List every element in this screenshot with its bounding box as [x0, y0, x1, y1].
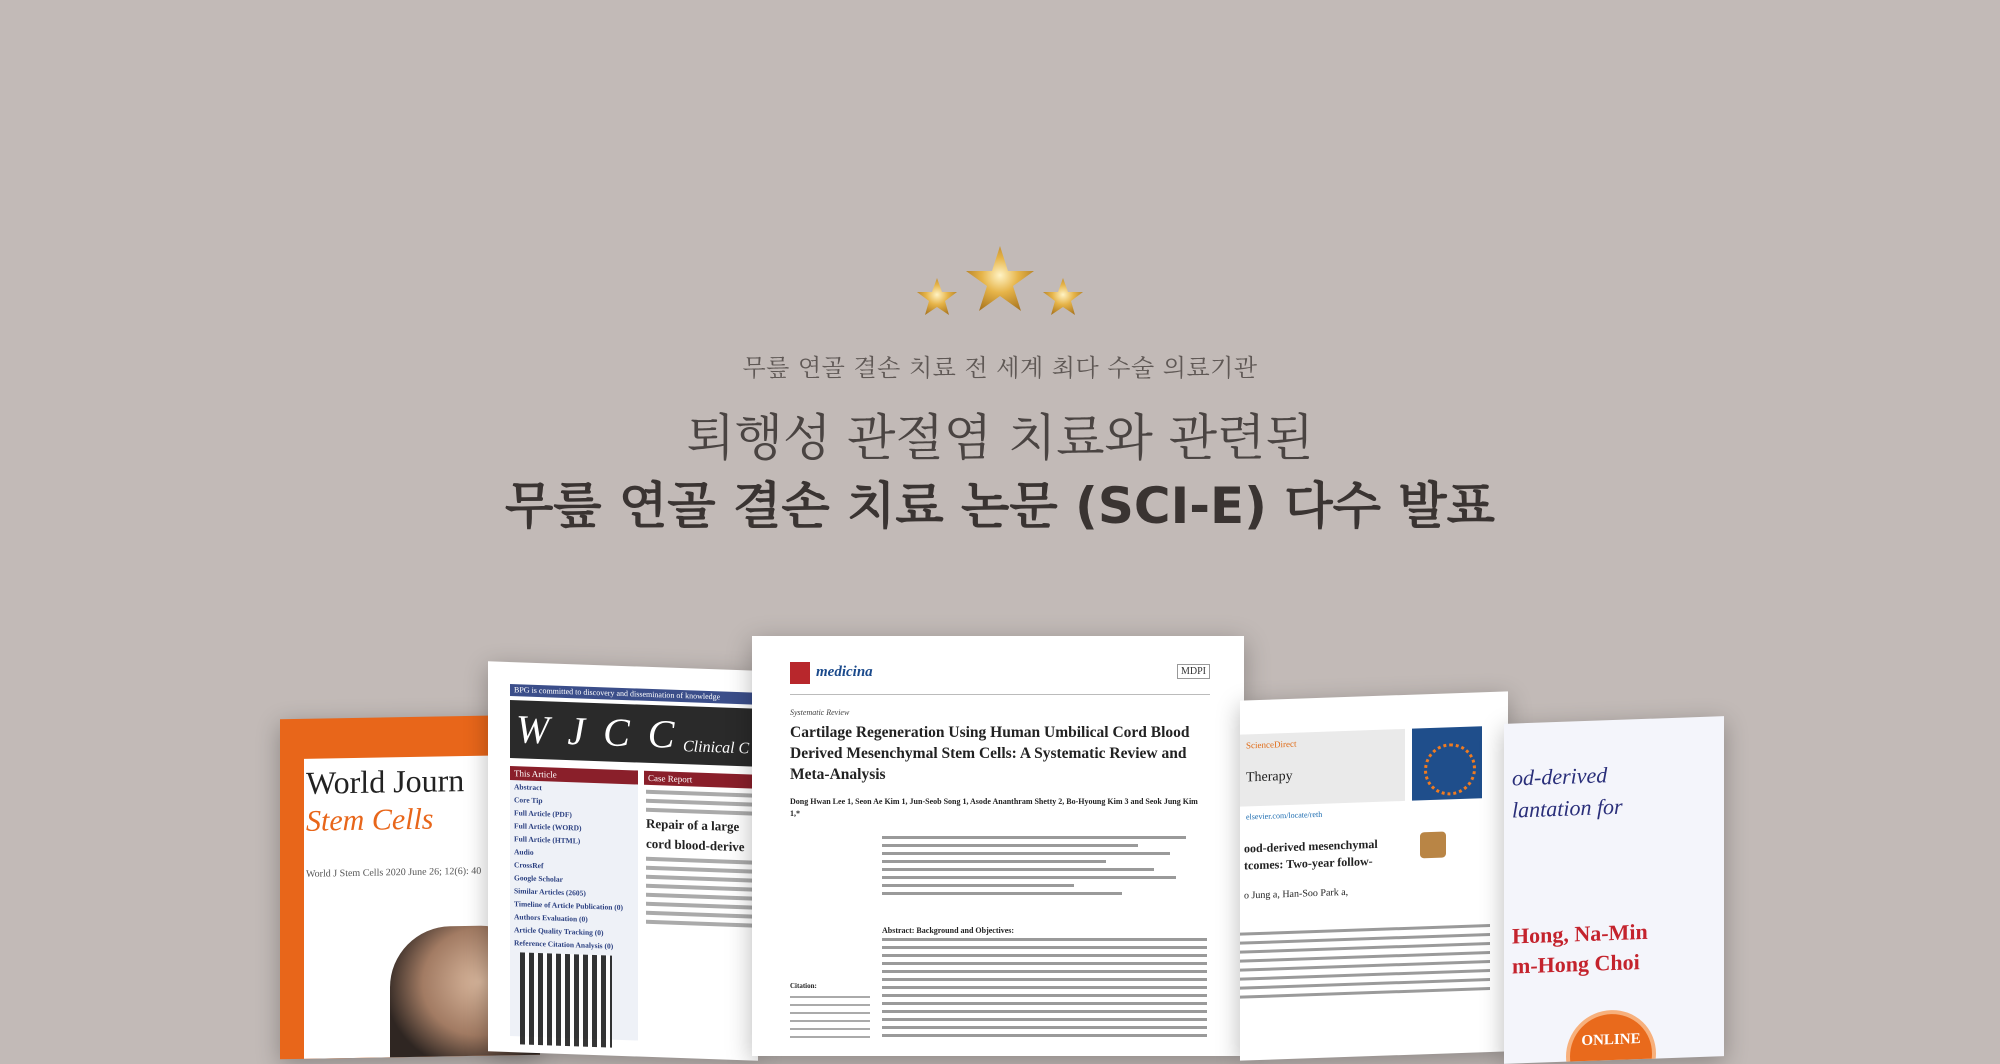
abstract	[882, 926, 1207, 1042]
three-stars-icon	[905, 240, 1095, 330]
sidebar-header: This Article	[510, 766, 638, 784]
sidebar-item: Full Article (WORD)	[514, 821, 582, 833]
article-title: Cartilage Regeneration Using Human Umbilical Cord Blood Derived Mesenchymal Stem Cells: A Systematic Review and Meta-Analysis	[790, 724, 1190, 783]
cover-title-1: od-derived	[1512, 762, 1608, 791]
cover-title-2: lantation for	[1512, 793, 1623, 823]
article-title-1: Repair of a large	[646, 815, 740, 835]
journal-url: elsevier.com/locate/reth	[1246, 809, 1323, 822]
journal-citation: World J Stem Cells 2020 June 26; 12(6): 40	[306, 865, 482, 880]
medicina-logo-icon	[790, 662, 810, 684]
wjcc-logo: WJCC	[510, 700, 758, 767]
source-label: ScienceDirect	[1246, 738, 1297, 751]
hero-title-line2: 무릎 연골 결손 치료 논문 (SCI-E) 다수 발표	[505, 477, 1495, 535]
sidebar-item: Authors Evaluation (0)	[514, 912, 588, 924]
article-section: Systematic Review	[790, 708, 850, 717]
journal-name: Therapy	[1246, 768, 1293, 786]
article-main	[644, 771, 758, 928]
cover-authors-1: Hong, Na-Min	[1512, 918, 1648, 949]
hero-title-line1: 퇴행성 관절염 치료와 관련된	[686, 409, 1314, 467]
cover-authors-2: m-Hong Choi	[1512, 949, 1640, 979]
sidebar-item: Google Scholar	[514, 873, 563, 884]
wjcc-subtitle: Clinical C	[683, 738, 750, 758]
paper-medicina	[752, 636, 1244, 1056]
abstract-label: Abstract: Background and Objectives:	[882, 926, 1015, 935]
journal-subname: Stem Cells	[306, 802, 434, 838]
sidebar-item: Abstract	[514, 782, 542, 793]
online-badge: ONLINE	[1566, 1009, 1656, 1064]
sidebar-item: Reference Citation Analysis (0)	[514, 938, 614, 951]
paper-cover	[1504, 716, 1724, 1064]
crossmark-icon	[1420, 831, 1446, 858]
qr-code	[520, 952, 612, 1047]
sidebar-item: Audio	[514, 847, 534, 857]
banner: BPG is committed to discovery and dissemination of knowledge	[510, 684, 758, 705]
sidebar-item: Full Article (HTML)	[514, 834, 581, 846]
sidebar-item: Full Article (PDF)	[514, 808, 572, 820]
sidebar-item: Core Tip	[514, 795, 543, 806]
paper-wjcc	[488, 661, 758, 1060]
journal-brand: medicina	[816, 664, 873, 680]
hero-subtitle: 무릎 연골 결손 치료 전 세계 최다 수술 의료기관	[742, 354, 1258, 382]
article-authors: Dong Hwan Lee 1, Seon Ae Kim 1, Jun-Seob Song 1, Asode Ananthram Shetty 2, Bo-Hyoung Kim 3 and Seok Jung Kim 1,*	[790, 797, 1198, 818]
sidebar-item: Similar Articles (2605)	[514, 886, 586, 898]
publisher-logo: MDPI	[1177, 664, 1210, 679]
sidebar-item: Timeline of Article Publication (0)	[514, 899, 624, 913]
paper-sciencedirect	[1240, 691, 1508, 1060]
article-body	[1240, 924, 1490, 1005]
article-authors: o Jung a, Han-Soo Park a,	[1244, 886, 1349, 902]
article-title: ood-derived mesenchymal tcomes: Two-year follow-	[1244, 836, 1378, 873]
article-type: Case Report	[644, 771, 758, 789]
affiliations	[882, 836, 1202, 900]
citation-block: Citation:	[790, 982, 870, 1044]
article-title-2: cord blood-derive	[646, 835, 745, 855]
sidebar-item: CrossRef	[514, 860, 544, 871]
sidebar-item: Article Quality Tracking (0)	[514, 925, 604, 938]
journal-name: World Journ	[306, 762, 465, 801]
